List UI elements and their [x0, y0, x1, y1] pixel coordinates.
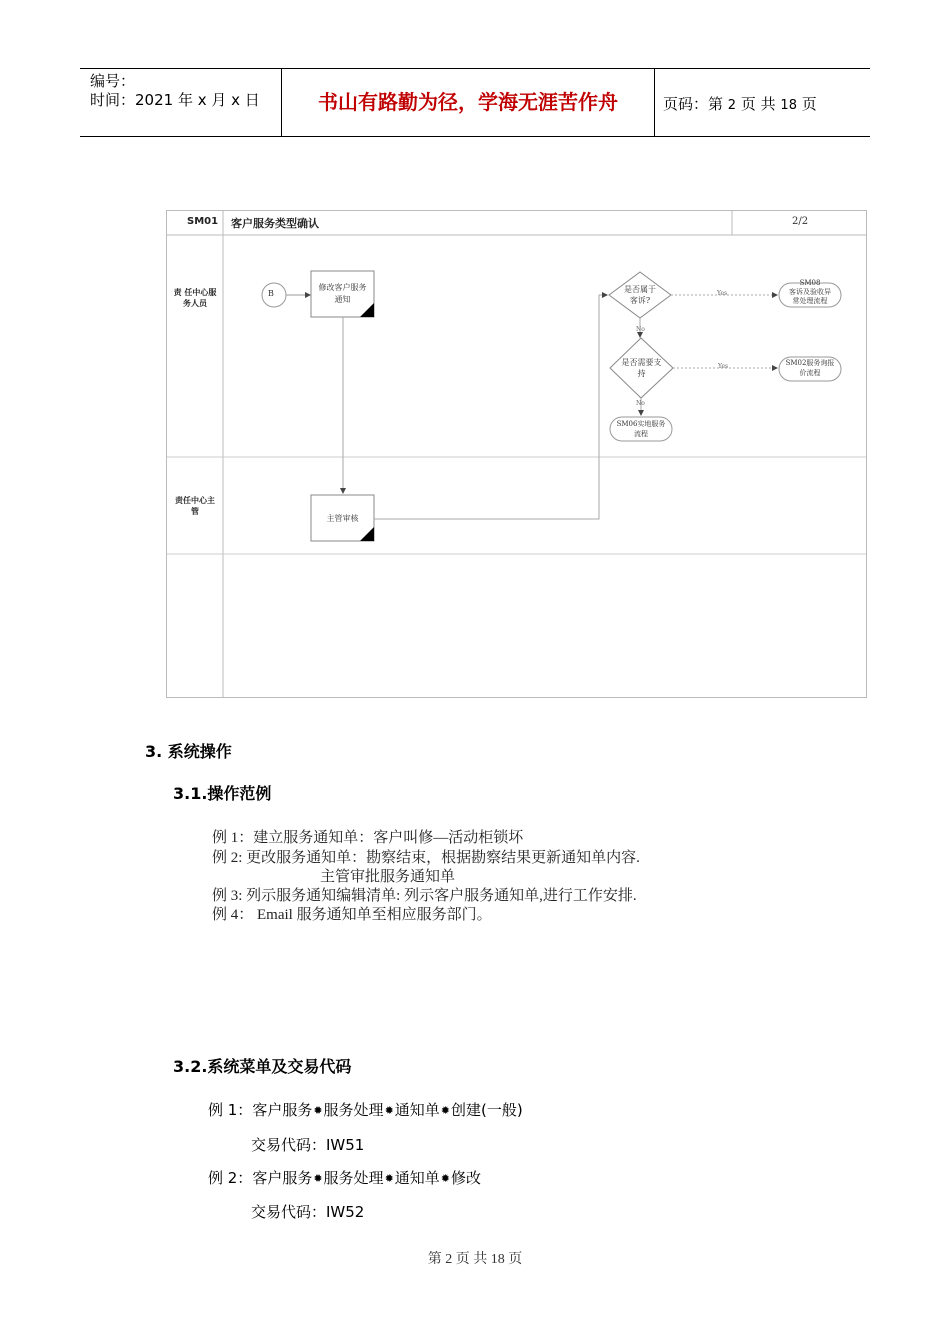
box-text: 通知 — [334, 295, 351, 304]
separator-icon: ✹ — [384, 1172, 394, 1185]
section-title: 3. 系统操作 — [145, 742, 232, 761]
menu-item: 创建(一般) — [451, 1101, 523, 1119]
menu-path — [208, 1167, 481, 1188]
separator-icon: ✹ — [384, 1104, 394, 1117]
motto: 书山有路勤为径，学海无涯苦作舟 — [318, 90, 618, 114]
lane-label: 责 任中心服 — [173, 288, 217, 297]
lane-service-staff — [171, 287, 219, 309]
terminal-text: SM06实地服务 — [616, 420, 666, 428]
terminal-sm06 — [610, 419, 672, 439]
menu-item: 服务处理 — [323, 1169, 384, 1187]
decision-text: 客诉? — [629, 296, 651, 305]
transaction-code: 交易代码：IW51 — [251, 1136, 365, 1154]
example-line: 主管审批服务通知单 — [320, 869, 456, 885]
separator-icon: ✹ — [313, 1104, 323, 1117]
flow-page: 2/2 — [792, 216, 809, 227]
page-suffix: 页 — [801, 95, 817, 113]
yes-label: Yes — [717, 290, 728, 297]
menu-item: 客户服务 — [252, 1101, 313, 1119]
lane-label: 责任中心主 — [175, 496, 215, 505]
header-divider — [654, 69, 655, 136]
yes-label: Yes — [718, 363, 729, 370]
decision-text: 是否属于 — [624, 285, 656, 294]
terminal-sm02 — [779, 358, 841, 378]
menu-item: 通知单 — [394, 1169, 440, 1187]
terminal-text: 常处理流程 — [792, 297, 828, 305]
example-line: 例 2: 更改服务通知单：勘察结束，根据勘察结果更新通知单内容. — [212, 850, 640, 866]
header-meta — [90, 72, 260, 110]
time-label: 时间：2021 年 x 月 x 日 — [90, 91, 260, 109]
page-total: 18 — [780, 98, 797, 113]
menu-item: 服务处理 — [323, 1101, 384, 1119]
connector-b: B — [268, 289, 274, 298]
terminal-text: 流程 — [634, 430, 648, 438]
example-line: 例 3: 列示服务通知编辑清单: 列示客户服务通知单,进行工作安排. — [212, 888, 637, 904]
subsection-title: 3.2.系统菜单及交易代码 — [173, 1057, 352, 1076]
lane-supervisor — [171, 495, 219, 517]
terminal-text: 价流程 — [799, 369, 821, 377]
transaction-code: 交易代码：IW52 — [251, 1203, 365, 1221]
terminal-sm08 — [779, 279, 841, 306]
flow-code: SM01 — [187, 216, 219, 227]
menu-prefix: 例 1： — [208, 1101, 253, 1119]
no-label: No — [636, 326, 645, 333]
menu-item: 修改 — [451, 1169, 482, 1187]
separator-icon: ✹ — [440, 1104, 451, 1117]
page-footer: 第 2 页 共 18 页 — [427, 1252, 523, 1267]
menu-item: 客户服务 — [252, 1169, 313, 1187]
page-indicator — [663, 93, 817, 114]
subsection-title: 3.1.操作范例 — [173, 784, 272, 803]
number-label: 编号： — [90, 72, 136, 90]
terminal-text: 客诉及验收异 — [789, 288, 831, 296]
terminal-text: SM08 — [799, 279, 821, 287]
example-line: 例 4： Email 服务通知单至相应服务部门。 — [212, 907, 492, 923]
separator-icon: ✹ — [313, 1172, 323, 1185]
no-label: No — [636, 400, 645, 407]
decision-text: 持 — [637, 369, 646, 378]
decision-complaint — [609, 284, 671, 306]
flowchart-lines — [167, 211, 866, 697]
separator-icon: ✹ — [440, 1172, 451, 1185]
flow-title: 客户服务类型确认 — [231, 217, 319, 230]
lane-label: 务人员 — [183, 299, 207, 308]
box-text: 修改客户服务 — [318, 283, 367, 292]
menu-path — [208, 1099, 523, 1120]
page-mid: 页 共 — [740, 95, 776, 113]
page-prefix: 页码：第 — [663, 95, 724, 113]
page-number: 2 — [727, 98, 737, 113]
menu-item: 通知单 — [394, 1101, 440, 1119]
decision-text: 是否需要支 — [621, 358, 662, 367]
terminal-text: SM02服务询报 — [785, 359, 835, 367]
modify-notice-box — [311, 282, 374, 306]
menu-prefix: 例 2： — [208, 1169, 253, 1187]
page-header — [80, 68, 870, 137]
decision-support — [610, 357, 673, 379]
supervisor-review-box: 主管审核 — [326, 514, 359, 523]
flowchart — [166, 210, 867, 698]
example-line: 例 1：建立服务通知单：客户叫修—活动柜锁坏 — [212, 830, 524, 846]
lane-label: 管 — [191, 507, 199, 516]
